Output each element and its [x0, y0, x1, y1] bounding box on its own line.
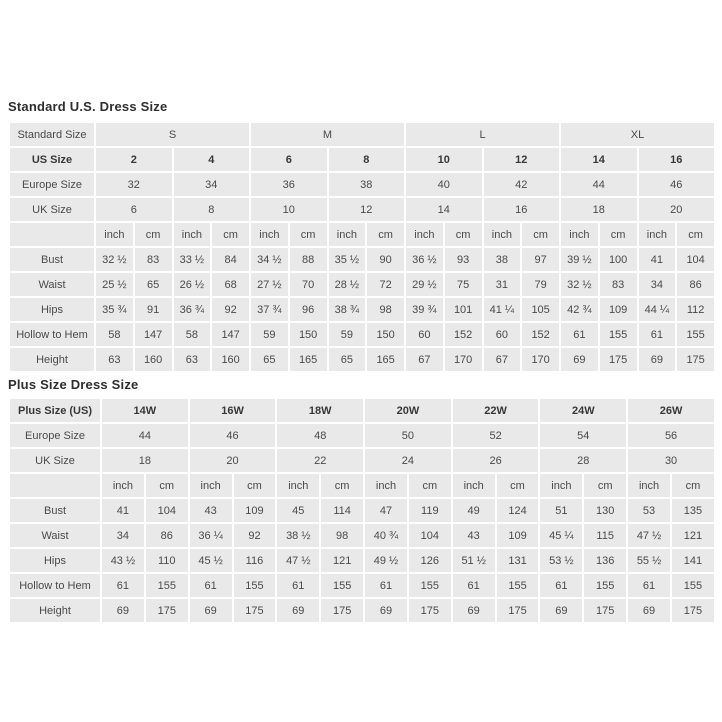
cell: 69	[277, 599, 319, 622]
cell: inch	[639, 223, 676, 246]
cell: inch	[277, 474, 319, 497]
cell: 44	[561, 173, 637, 196]
cell: 69	[639, 348, 676, 371]
cell: 60	[484, 323, 521, 346]
cell: 175	[584, 599, 626, 622]
cell: 39 ¾	[406, 298, 443, 321]
table-row	[10, 298, 714, 321]
row-label: Height	[10, 348, 94, 371]
cell: 121	[321, 549, 363, 572]
table-row	[10, 399, 714, 422]
cell: 48	[277, 424, 363, 447]
table-row	[10, 273, 714, 296]
row-label: Waist	[10, 273, 94, 296]
size-table	[8, 121, 716, 373]
table-row	[10, 549, 714, 572]
table-row	[10, 323, 714, 346]
cell: 56	[628, 424, 714, 447]
cell: 61	[453, 574, 495, 597]
cell: 12	[484, 148, 560, 171]
cell: 69	[453, 599, 495, 622]
cell: 50	[365, 424, 451, 447]
cell: 114	[321, 499, 363, 522]
cell: 70	[290, 273, 327, 296]
cell: 131	[497, 549, 539, 572]
cell: 105	[522, 298, 559, 321]
cell: 38 ¾	[329, 298, 366, 321]
cell: 6	[251, 148, 327, 171]
cell: 14W	[102, 399, 188, 422]
cell: cm	[367, 223, 404, 246]
cell: inch	[453, 474, 495, 497]
cell: 53 ½	[540, 549, 582, 572]
cell: 72	[367, 273, 404, 296]
cell: 18	[102, 449, 188, 472]
cell: 79	[522, 273, 559, 296]
cell: 33 ½	[174, 248, 211, 271]
cell: cm	[321, 474, 363, 497]
cell: 53	[628, 499, 670, 522]
cell: 86	[146, 524, 188, 547]
cell: 75	[445, 273, 482, 296]
table-row	[10, 248, 714, 271]
cell: cm	[146, 474, 188, 497]
cell: cm	[600, 223, 637, 246]
cell: 61	[365, 574, 407, 597]
row-label: Height	[10, 599, 100, 622]
cell: 175	[497, 599, 539, 622]
row-label: Bust	[10, 499, 100, 522]
cell: inch	[365, 474, 407, 497]
cell: inch	[329, 223, 366, 246]
cell: 83	[135, 248, 172, 271]
cell: 34	[102, 524, 144, 547]
cell: 22	[277, 449, 363, 472]
cell: 22W	[453, 399, 539, 422]
cell: 83	[600, 273, 637, 296]
cell: 38	[329, 173, 405, 196]
cell: 68	[212, 273, 249, 296]
cell: 155	[497, 574, 539, 597]
cell: inch	[251, 223, 288, 246]
cell: 32 ½	[96, 248, 133, 271]
cell: cm	[445, 223, 482, 246]
cell: 26	[453, 449, 539, 472]
cell: 37 ¾	[251, 298, 288, 321]
cell: 29 ½	[406, 273, 443, 296]
cell: M	[251, 123, 404, 146]
cell: cm	[290, 223, 327, 246]
cell: 16W	[190, 399, 276, 422]
cell: 28 ½	[329, 273, 366, 296]
cell: 104	[409, 524, 451, 547]
cell: 49	[453, 499, 495, 522]
cell: 69	[102, 599, 144, 622]
cell: 124	[497, 499, 539, 522]
cell: 170	[522, 348, 559, 371]
cell: 36 ¼	[190, 524, 232, 547]
cell: 35 ½	[329, 248, 366, 271]
cell: 100	[600, 248, 637, 271]
cell: inch	[102, 474, 144, 497]
cell: cm	[234, 474, 276, 497]
cell: 109	[234, 499, 276, 522]
cell: 34	[639, 273, 676, 296]
cell: 43	[190, 499, 232, 522]
cell: 8	[174, 198, 250, 221]
cell: 34	[174, 173, 250, 196]
cell: 152	[522, 323, 559, 346]
cell: 150	[290, 323, 327, 346]
cell: 24	[365, 449, 451, 472]
cell: 24W	[540, 399, 626, 422]
cell: 175	[409, 599, 451, 622]
cell: 135	[672, 499, 714, 522]
row-label: Europe Size	[10, 424, 100, 447]
table-row	[10, 524, 714, 547]
cell: 110	[146, 549, 188, 572]
cell: 126	[409, 549, 451, 572]
cell: 54	[540, 424, 626, 447]
cell: 10	[406, 148, 482, 171]
cell: 97	[522, 248, 559, 271]
cell: 152	[445, 323, 482, 346]
cell: 155	[409, 574, 451, 597]
cell: cm	[522, 223, 559, 246]
cell: 63	[174, 348, 211, 371]
table-row	[10, 424, 714, 447]
cell: 38 ½	[277, 524, 319, 547]
table-row	[10, 123, 714, 146]
cell: 60	[406, 323, 443, 346]
cell: 104	[146, 499, 188, 522]
cell: 61	[277, 574, 319, 597]
cell: 160	[212, 348, 249, 371]
cell: 65	[251, 348, 288, 371]
cell: 155	[677, 323, 714, 346]
table-row	[10, 148, 714, 171]
cell: 45	[277, 499, 319, 522]
row-label: UK Size	[10, 449, 100, 472]
cell: 165	[367, 348, 404, 371]
table-row	[10, 574, 714, 597]
cell: 36	[251, 173, 327, 196]
cell: cm	[497, 474, 539, 497]
cell: 155	[584, 574, 626, 597]
cell: 45 ½	[190, 549, 232, 572]
cell: 67	[484, 348, 521, 371]
cell: 109	[497, 524, 539, 547]
cell: L	[406, 123, 559, 146]
table-row	[10, 223, 714, 246]
cell: 109	[600, 298, 637, 321]
cell: inch	[540, 474, 582, 497]
cell: 31	[484, 273, 521, 296]
cell: cm	[672, 474, 714, 497]
table-row	[10, 173, 714, 196]
cell: 150	[367, 323, 404, 346]
cell: 47 ½	[628, 524, 670, 547]
cell: 46	[190, 424, 276, 447]
cell: 36 ½	[406, 248, 443, 271]
cell: 16	[639, 148, 715, 171]
cell: 10	[251, 198, 327, 221]
cell: 16	[484, 198, 560, 221]
cell: 90	[367, 248, 404, 271]
cell: 119	[409, 499, 451, 522]
cell: 175	[146, 599, 188, 622]
standard-table-title: Standard U.S. Dress Size	[8, 99, 168, 114]
row-label: US Size	[10, 148, 94, 171]
cell: 36 ¾	[174, 298, 211, 321]
row-label: Standard Size	[10, 123, 94, 146]
cell: 20W	[365, 399, 451, 422]
cell: cm	[584, 474, 626, 497]
row-label	[10, 223, 94, 246]
cell: 175	[234, 599, 276, 622]
cell: 55 ½	[628, 549, 670, 572]
cell: 58	[96, 323, 133, 346]
plus-table-title: Plus Size Dress Size	[8, 377, 139, 392]
cell: 45 ¼	[540, 524, 582, 547]
cell: 52	[453, 424, 539, 447]
cell: 175	[677, 348, 714, 371]
cell: 165	[290, 348, 327, 371]
cell: 155	[321, 574, 363, 597]
cell: 147	[212, 323, 249, 346]
row-label: Plus Size (US)	[10, 399, 100, 422]
cell: 61	[639, 323, 676, 346]
cell: 34 ½	[251, 248, 288, 271]
cell: 41	[102, 499, 144, 522]
cell: 155	[234, 574, 276, 597]
cell: 84	[212, 248, 249, 271]
table-row	[10, 599, 714, 622]
cell: inch	[561, 223, 598, 246]
cell: 69	[190, 599, 232, 622]
cell: 112	[677, 298, 714, 321]
cell: cm	[677, 223, 714, 246]
cell: 101	[445, 298, 482, 321]
row-label: Hollow to Hem	[10, 574, 100, 597]
cell: 26W	[628, 399, 714, 422]
cell: 98	[367, 298, 404, 321]
cell: 18	[561, 198, 637, 221]
cell: 49 ½	[365, 549, 407, 572]
cell: 86	[677, 273, 714, 296]
row-label: Europe Size	[10, 173, 94, 196]
row-label: Bust	[10, 248, 94, 271]
cell: 44 ¼	[639, 298, 676, 321]
cell: 20	[639, 198, 715, 221]
cell: 155	[600, 323, 637, 346]
cell: cm	[135, 223, 172, 246]
cell: 69	[561, 348, 598, 371]
cell: 160	[135, 348, 172, 371]
cell: 65	[329, 348, 366, 371]
cell: 25 ½	[96, 273, 133, 296]
cell: 155	[146, 574, 188, 597]
cell: 20	[190, 449, 276, 472]
cell: 92	[234, 524, 276, 547]
cell: 69	[628, 599, 670, 622]
cell: 30	[628, 449, 714, 472]
cell: 88	[290, 248, 327, 271]
row-label: Waist	[10, 524, 100, 547]
cell: 175	[321, 599, 363, 622]
cell: 28	[540, 449, 626, 472]
cell: 141	[672, 549, 714, 572]
cell: 42 ¾	[561, 298, 598, 321]
cell: 155	[672, 574, 714, 597]
cell: 40	[406, 173, 482, 196]
cell: 41	[639, 248, 676, 271]
row-label: Hips	[10, 549, 100, 572]
cell: inch	[484, 223, 521, 246]
cell: 65	[135, 273, 172, 296]
row-label: Hollow to Hem	[10, 323, 94, 346]
cell: 47 ½	[277, 549, 319, 572]
cell: inch	[96, 223, 133, 246]
cell: 46	[639, 173, 715, 196]
cell: 115	[584, 524, 626, 547]
cell: 42	[484, 173, 560, 196]
cell: S	[96, 123, 249, 146]
cell: 98	[321, 524, 363, 547]
row-label: Hips	[10, 298, 94, 321]
cell: 175	[672, 599, 714, 622]
cell: inch	[190, 474, 232, 497]
table-row	[10, 198, 714, 221]
cell: 116	[234, 549, 276, 572]
cell: 147	[135, 323, 172, 346]
cell: 67	[406, 348, 443, 371]
cell: 51 ½	[453, 549, 495, 572]
cell: 61	[628, 574, 670, 597]
cell: 121	[672, 524, 714, 547]
cell: 26 ½	[174, 273, 211, 296]
cell: 130	[584, 499, 626, 522]
cell: 61	[561, 323, 598, 346]
cell: 32	[96, 173, 172, 196]
cell: 18W	[277, 399, 363, 422]
cell: 61	[102, 574, 144, 597]
cell: 44	[102, 424, 188, 447]
cell: inch	[628, 474, 670, 497]
cell: 8	[329, 148, 405, 171]
cell: 14	[561, 148, 637, 171]
cell: 2	[96, 148, 172, 171]
cell: 12	[329, 198, 405, 221]
cell: 51	[540, 499, 582, 522]
table-row	[10, 348, 714, 371]
cell: 175	[600, 348, 637, 371]
cell: 61	[540, 574, 582, 597]
row-label	[10, 474, 100, 497]
cell: 104	[677, 248, 714, 271]
cell: 39 ½	[561, 248, 598, 271]
size-table	[8, 397, 716, 624]
cell: 58	[174, 323, 211, 346]
cell: 93	[445, 248, 482, 271]
cell: 6	[96, 198, 172, 221]
cell: 40 ¾	[365, 524, 407, 547]
row-label: UK Size	[10, 198, 94, 221]
cell: 41 ¼	[484, 298, 521, 321]
cell: inch	[406, 223, 443, 246]
cell: 47	[365, 499, 407, 522]
cell: 61	[190, 574, 232, 597]
cell: 136	[584, 549, 626, 572]
cell: 38	[484, 248, 521, 271]
table-row	[10, 449, 714, 472]
table-row	[10, 499, 714, 522]
cell: 59	[329, 323, 366, 346]
cell: 35 ¾	[96, 298, 133, 321]
cell: XL	[561, 123, 714, 146]
cell: 59	[251, 323, 288, 346]
table-row	[10, 474, 714, 497]
cell: 69	[540, 599, 582, 622]
cell: 170	[445, 348, 482, 371]
cell: 43	[453, 524, 495, 547]
cell: 4	[174, 148, 250, 171]
plus-size-table	[8, 397, 716, 624]
cell: inch	[174, 223, 211, 246]
cell: cm	[212, 223, 249, 246]
cell: 96	[290, 298, 327, 321]
standard-size-table	[8, 121, 716, 373]
cell: 91	[135, 298, 172, 321]
cell: 92	[212, 298, 249, 321]
cell: 69	[365, 599, 407, 622]
cell: 14	[406, 198, 482, 221]
cell: 63	[96, 348, 133, 371]
cell: 32 ½	[561, 273, 598, 296]
cell: 43 ½	[102, 549, 144, 572]
cell: cm	[409, 474, 451, 497]
cell: 27 ½	[251, 273, 288, 296]
